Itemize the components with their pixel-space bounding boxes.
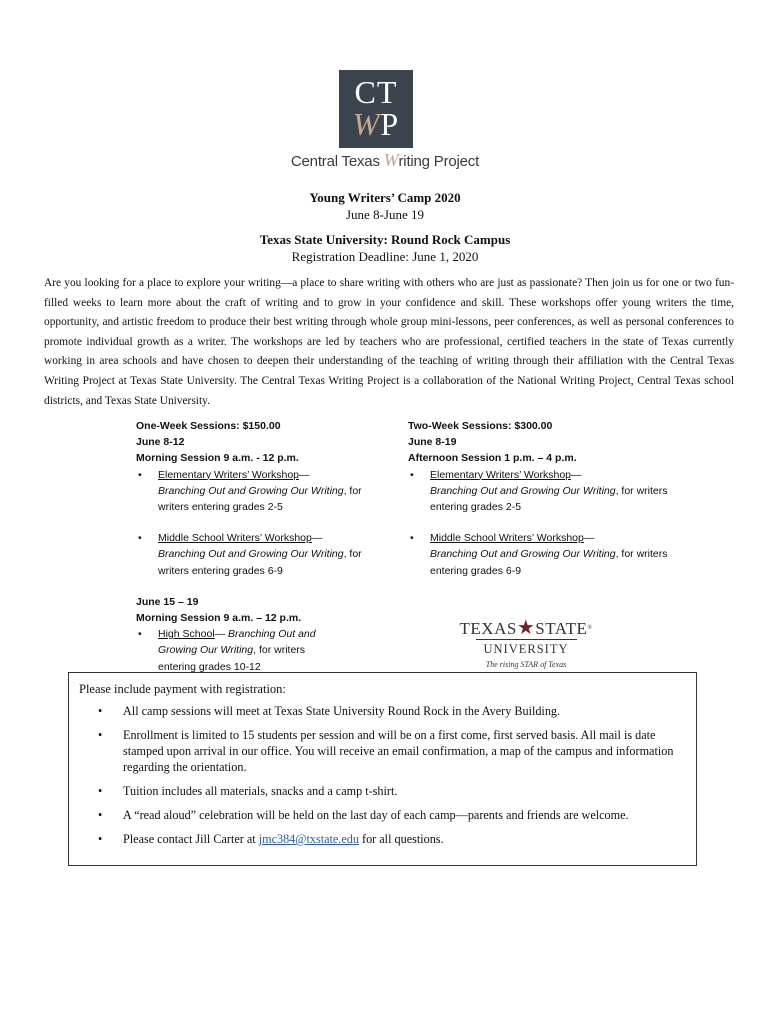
intro-paragraph: Are you looking for a place to explore your writing—a place to share writing with others who are just as passionate? Then join us for one or two fun-filled weeks to learn more about the craft of writing and to grow in your confidence and skill. These workshops offer young writers the time, opportunity, and artistic freedom to produce their best writing through whole group mini-lessons, peer conferences, as well as personal conferences to promote individual growth as a writer. The workshops are led by teachers who are professional, certified teachers in the state of Texas currently working in area schools and have chosen to deepen their understanding of the teaching of writing through their affiliation with the Central Texas Writing Project at Texas State University. The Central Texas Writing Project is a collaboration of the National Writing Project, Central Texas school districts, and Texas State University. [44, 277, 734, 407]
two-week-dates: June 8-19 [408, 436, 457, 449]
camp-title: Young Writers’ Camp 2020 [309, 190, 461, 205]
list-item: • Middle School Writers’ Workshop— Branching Out and Growing Our Writing, for writers entering grades 6-9 [136, 530, 376, 579]
list-item: • Middle School Writers’ Workshop— Branching Out and Growing Our Writing, for writers entering grades 6-9 [408, 530, 673, 579]
two-week-sessions [408, 418, 673, 579]
list-item: • Tuition includes all materials, snacks and a camp t-shirt. [79, 783, 686, 799]
contact-email-link[interactable]: jmc384@txstate.edu [258, 832, 359, 846]
camp-venue: Texas State University: Round Rock Campus [259, 232, 511, 247]
logo-letters-ct: CT [354, 74, 398, 110]
info-box-heading: Please include payment with registration: [79, 682, 286, 696]
workshop-link[interactable]: Elementary Writers’ Workshop [430, 468, 572, 481]
logo-wordmark: Central Texas Writing Project [290, 150, 480, 170]
two-week-heading: Two-Week Sessions: $300.00 [408, 420, 553, 432]
one-week-sessions [136, 418, 376, 675]
list-item: • Elementary Writers’ Workshop— Branching Out and Growing Our Writing, for writers entering grades 2-5 [136, 467, 376, 516]
list-item: • All camp sessions will meet at Texas State University Round Rock in the Avery Building. [79, 703, 686, 719]
second-week-dates: June 15 – 19 [136, 595, 199, 608]
second-week-session-time: Morning Session 9 a.m. – 12 p.m. [136, 612, 302, 625]
workshop-link[interactable]: High School [158, 628, 215, 641]
payment-info-box [68, 672, 697, 866]
registration-deadline: Registration Deadline: June 1, 2020 [291, 249, 479, 264]
star-icon: ★ [516, 617, 536, 639]
list-item: • Elementary Writers’ Workshop— Branching Out and Growing Our Writing, for writers entering grades 2-5 [408, 467, 673, 516]
one-week-session-time: Morning Session 9 a.m. - 12 p.m. [136, 452, 299, 465]
list-item: • Please contact Jill Carter at jmc384@txstate.edu for all questions. [79, 831, 686, 847]
one-week-heading: One-Week Sessions: $150.00 [136, 420, 281, 432]
list-item: • High School— Branching Out and Growing Our Writing, for writers entering grades 10-12 [136, 626, 333, 675]
workshop-link[interactable]: Middle School Writers’ Workshop [158, 532, 312, 545]
workshop-link[interactable]: Middle School Writers’ Workshop [430, 532, 584, 545]
logo-letters-wp: WP [352, 106, 400, 142]
list-item: • Enrollment is limited to 15 students per session and will be on a first come, first served basis. All mail is date stamped upon arrival in our office. You will receive an email confirmation, a map of the campus and information regarding the orientation. [79, 727, 686, 775]
camp-dates: June 8-June 19 [346, 207, 424, 222]
two-week-session-time: Afternoon Session 1 p.m. – 4 p.m. [408, 452, 577, 465]
ctwp-logo [339, 70, 413, 148]
texas-state-logo: TEXAS★STATE® UNIVERSITY The rising STAR of Texas [459, 617, 593, 669]
one-week-dates: June 8-12 [136, 436, 185, 449]
list-item: • A “read aloud” celebration will be held on the last day of each camp—parents and friends are welcome. [79, 807, 686, 823]
workshop-link[interactable]: Elementary Writers’ Workshop [158, 468, 300, 481]
